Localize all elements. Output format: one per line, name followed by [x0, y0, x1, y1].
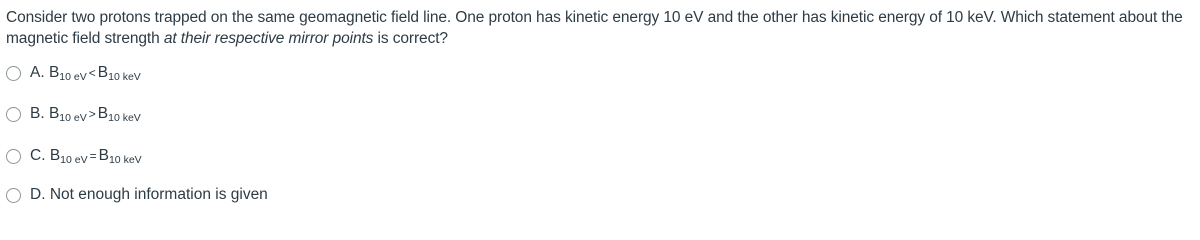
radio-button-a[interactable] — [6, 66, 21, 81]
question-text-end: is correct? — [373, 30, 448, 47]
radio-button-c[interactable] — [6, 149, 21, 164]
answer-label-c[interactable]: C. $B_{10 eV} = B_{10 keV}$ — [30, 147, 142, 166]
answer-label-b[interactable]: B. $B_{10 eV} > B_{10 keV}$ — [30, 105, 141, 124]
question-text-main: Consider two protons trapped on the same geomagnetic field line. One proton has kinetic energy 10 eV and the other has kinetic energy of 10 keV. Which statement about the magnetic field strength — [6, 9, 1183, 47]
answer-option-d[interactable] — [6, 184, 268, 206]
answer-label-d[interactable]: D. Not enough information is given — [30, 186, 268, 203]
radio-button-d[interactable] — [6, 188, 21, 203]
answer-option-b[interactable] — [6, 103, 141, 125]
question-text-emphasis: at their respective mirror points — [163, 30, 374, 47]
answer-label-a[interactable]: A. $B_{10 eV} < B_{10 keV}$ — [30, 64, 141, 83]
answer-option-a[interactable] — [6, 62, 141, 84]
radio-button-b[interactable] — [6, 107, 21, 122]
answer-option-c[interactable] — [6, 145, 142, 167]
